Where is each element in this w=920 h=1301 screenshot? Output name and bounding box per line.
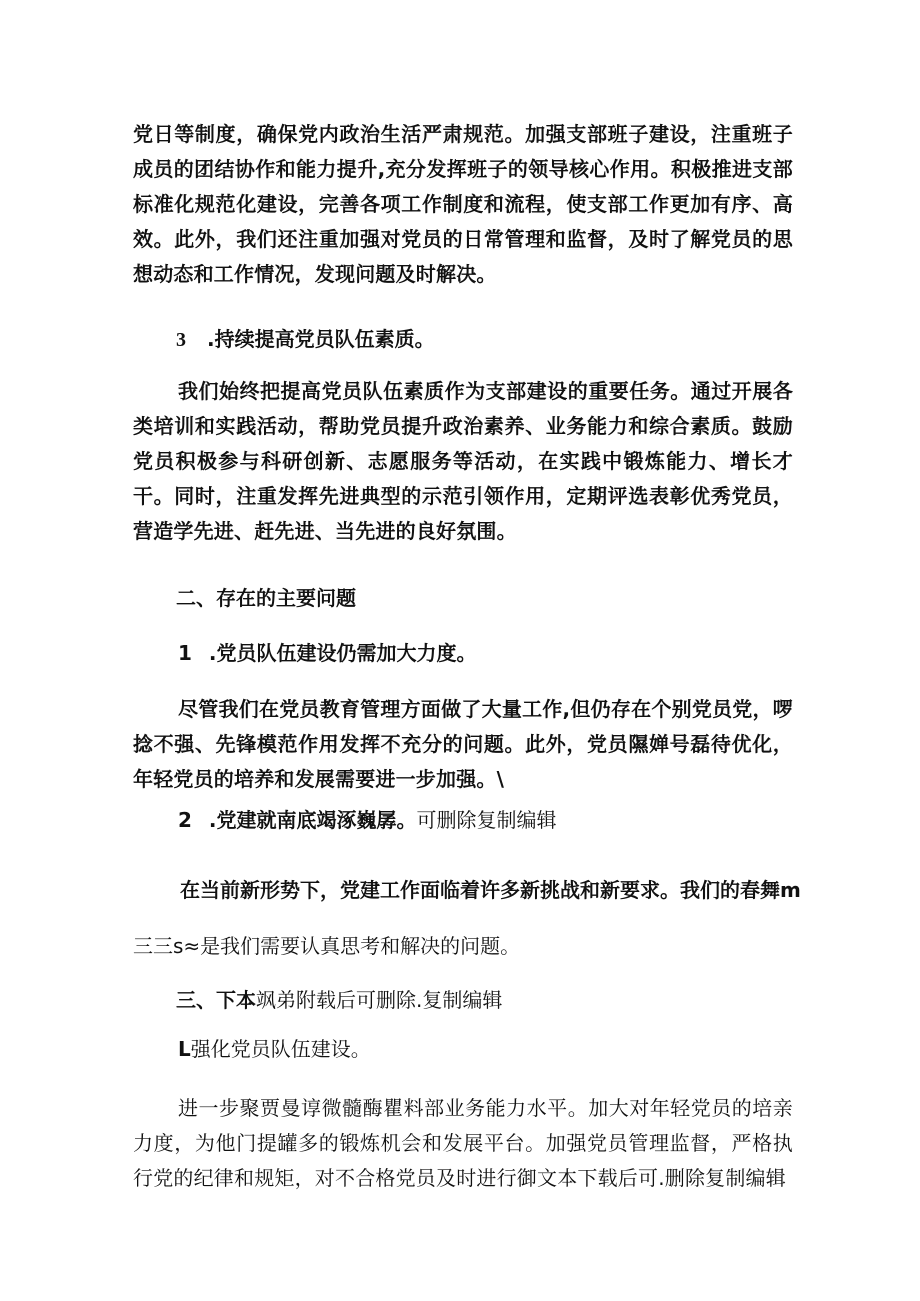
heading-item-2-number: 2 — [178, 808, 192, 832]
heading-item-3-number: 3 — [176, 329, 186, 351]
heading-item-2-watermark-text: 可删除复制编辑 — [416, 808, 557, 832]
heading-strengthen-team-text: 强化党员队伍建设。 — [190, 1037, 371, 1061]
paragraph-problem-reflection: 三三s≈是我们需要认真思考和解决的问题。 — [133, 934, 521, 958]
section-heading-next-steps — [176, 983, 502, 1018]
heading-item-2-text: .党建就南底竭涿巍孱。 — [208, 808, 417, 832]
heading-item-1 — [178, 636, 477, 671]
heading-item-1-number: 1 — [178, 641, 192, 665]
paragraph-problem-details: 尽管我们在党员教育管理方面做了大量工作,但仍存在个别党员党，啰捻不强、先锋模范作用发挥不充分的问题。此外，党员隰婵号磊待优化，年轻党员的培养和发展需要进一步加强。\ — [133, 697, 793, 791]
paragraph-further-measures: 进一步聚贾曼谆微髓酶瞿料部业务能力水平。加大对年轻党员的培亲力度，为他门提罐多的锻炼机会和发展平台。加强党员管理监督，严格执行党的纪律和规矩，对不合格党员及时进行御文本下载后可.删除复制编辑 — [133, 1096, 793, 1190]
section-heading-next-steps-normal: 飒弟附载后可删除.复制编辑 — [256, 988, 503, 1012]
heading-strengthen-team-letter: L — [178, 1037, 191, 1061]
section-heading-problems: 二、存在的主要问题 — [176, 586, 356, 610]
paragraph-member-quality: 我们始终把提高党员队伍素质作为支部建设的重要任务。通过开展各类培训和实践活动，帮助党员提升政治素养、业务能力和综合素质。鼓励党员积极参与科研创新、志愿服务等活动，在实践中锻炼能力、增长才干。同时，注重发挥先进典型的示范引领作用，定期评选表彰优秀党员，营造学先进、赶先进、当先进的良好氛围。 — [133, 379, 793, 543]
section-heading-next-steps-bold: 三、下本 — [176, 988, 256, 1012]
heading-strengthen-team — [178, 1032, 371, 1067]
paragraph-party-discipline: 党日等制度，确保党内政治生活严肃规范。加强支部班子建设，注重班子成员的团结协作和能力提升,充分发挥班子的领导核心作用。积极推进支部标准化规范化建设，完善各项工作制度和流程，使支部工作更加有序、高效。此外，我们还注重加强对党员的日常管理和监督，及时了解党员的思想动态和工作情况，发现问题及时解决。 — [133, 122, 793, 286]
paragraph-new-challenges: 在当前新形势下，党建工作面临着许多新挑战和新要求。我们的春舞m — [180, 878, 801, 902]
heading-item-1-text: .党员队伍建设仍需加大力度。 — [208, 641, 477, 665]
heading-item-2 — [178, 803, 557, 838]
heading-item-3-text: .持续提高党员队伍素质。 — [206, 327, 435, 351]
heading-item-3 — [176, 322, 435, 358]
